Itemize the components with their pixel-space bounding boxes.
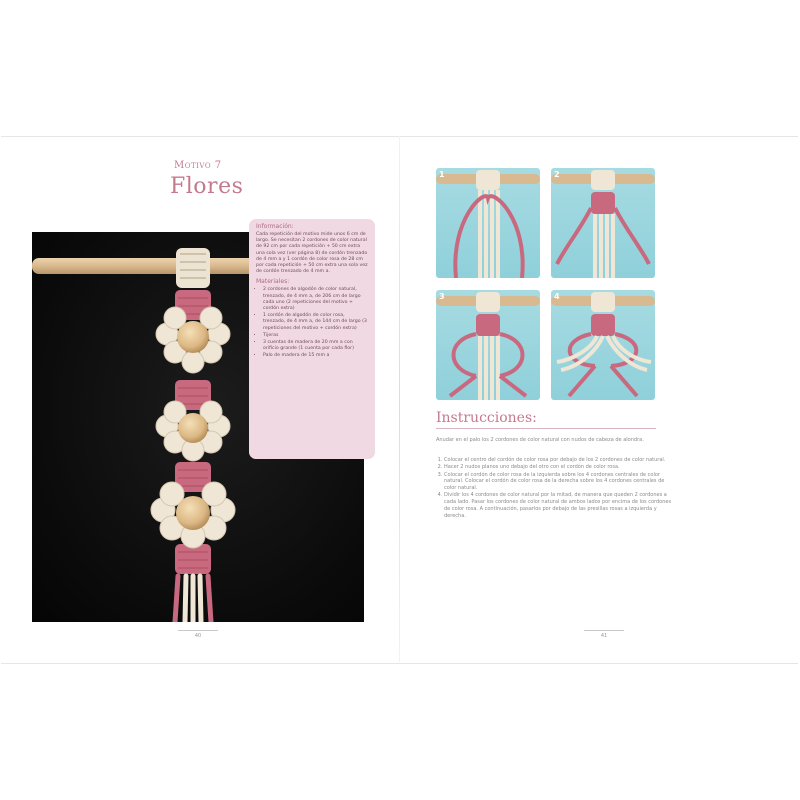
instruction-step: 1. Colocar el centro del cordón de color rosa por debajo de los 2 cordones de color natural. [444, 457, 674, 464]
step-photo-3 [436, 290, 540, 400]
step-2-illustration [551, 168, 655, 278]
instruction-step: 2. Hacer 2 nudos planos uno debajo del otro con el cordón de color rosa. [444, 464, 674, 471]
materials-list [256, 287, 368, 359]
motif-kicker: Motivo 7 [174, 160, 222, 171]
materials-item: • 3 cuentas de madera de 20 mm a con orificio grande (1 cuenta por cada flor) [263, 340, 368, 352]
step-photo-2 [551, 168, 655, 278]
step-1-illustration [436, 168, 540, 278]
step-photo-4 [551, 290, 655, 400]
info-text: Cada repetición del motivo mide unos 6 cm de largo. Se necesitan 2 cordones de color natural de 92 cm por cada repetición + 50 cm extra una sola vez (ver página 8) de cordón trenzado de 4 mm a y 1 cordón de color rosa de 28 cm por cada repetición + 50 cm extra una sola vez de cordón trenzado de 4 mm a. [256, 232, 368, 275]
materials-item: • 1 cordón de algodón de color rosa, trenzado, de 4 mm a, de 144 cm de largo (3 repeticiones del motivo + cordón extra) [263, 313, 368, 332]
instructions-list [436, 457, 674, 520]
wooden-dowel [32, 258, 272, 274]
motif-title: Flores [170, 174, 244, 199]
step-photo-1 [436, 168, 540, 278]
step-number: 1 [439, 170, 445, 179]
instruction-step: 4. Dividir los 4 cordones de color natural por la mitad, de manera que queden 2 cordones a cada lado. Pasar los cordones de color natural de ambos lados por encima de los cordones de color rosa. A continuación, pasarlos por debajo de las presillas rosas a izquierda y derecha. [444, 492, 674, 519]
step-number: 4 [554, 292, 560, 301]
instructions-title: Instrucciones: [436, 410, 537, 426]
step-4-illustration [551, 290, 655, 400]
materials-item: • Palo de madera de 15 mm a [263, 353, 368, 359]
left-page-number: 40 [178, 630, 218, 639]
book-gutter [399, 136, 400, 662]
materials-item: • Tijeras [263, 333, 368, 339]
materials-heading: Materiales: [256, 278, 290, 286]
larks-head-knots [176, 248, 210, 288]
step-3-illustration [436, 290, 540, 400]
cord-fringe [175, 576, 211, 622]
materials-item: • 2 cordones de algodón de color natural, trenzado, de 4 mm a, de 206 cm de largo cada uno (2 repeticiones del motivo + cordón extra) [263, 287, 368, 312]
instructions-intro: Anudar en el palo los 2 cordones de color natural con nudos de cabeza de alondra. [436, 437, 644, 443]
right-page-number: 41 [584, 630, 624, 639]
information-box [249, 219, 375, 459]
instructions-divider [436, 428, 656, 429]
info-heading: Información: [256, 223, 294, 230]
instruction-step: 3. Colocar el cordón de color rosa de la izquierda sobre los 4 cordones centrales de color natural. Colocar el cordón de color rosa de la derecha sobre los 4 cordones centrales de color natural. [444, 472, 674, 492]
step-number: 2 [554, 170, 560, 179]
step-number: 3 [439, 292, 445, 301]
